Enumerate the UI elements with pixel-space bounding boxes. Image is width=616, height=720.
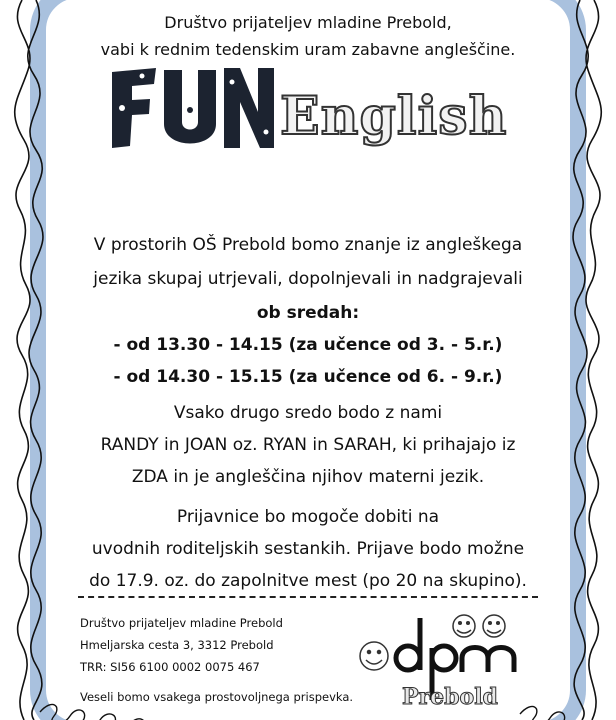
paragraph-1-line-1: V prostorih OŠ Prebold bomo znanje iz angleškega bbox=[93, 235, 523, 255]
paragraph-2-line-3: ZDA in je angleščina njihov materni jezik. bbox=[131, 467, 485, 487]
paragraph-1-line-2: jezika skupaj utrjevali, dopolnjevali in nadgrajevali bbox=[93, 269, 523, 289]
footer-address: Hmeljarska cesta 3, 3312 Prebold bbox=[80, 638, 274, 652]
dpm-prebold-logo bbox=[352, 608, 532, 708]
footer-org: Društvo prijateljev mladine Prebold bbox=[80, 616, 283, 630]
fun-logo bbox=[108, 62, 278, 152]
footer-account: TRR: SI56 6100 0002 0075 467 bbox=[80, 660, 260, 674]
paragraph-2-line-1: Vsako drugo sredo bodo z nami bbox=[173, 403, 443, 423]
header-line-2: vabi k rednim tedenskim uram zabavne angleščine. bbox=[100, 40, 516, 59]
footer-note: Veseli bomo vsakega prostovoljnega prispevka. bbox=[80, 690, 354, 704]
paragraph-3-line-1: Prijavnice bo mogoče dobiti na bbox=[176, 507, 440, 527]
schedule-slot-1: - od 13.30 - 14.15 (za učence od 3. - 5.r.) bbox=[113, 335, 503, 355]
logo-prebold-text: Prebold bbox=[402, 684, 498, 708]
divider bbox=[78, 596, 538, 598]
paragraph-3-line-2: uvodnih roditeljskih sestankih. Prijave bodo možne bbox=[91, 539, 525, 559]
paragraph-3-line-3: do 17.9. oz. do zapolnitve mest (po 20 na skupino). bbox=[89, 571, 527, 591]
schedule-slot-2: - od 14.30 - 15.15 (za učence od 6. - 9.r.) bbox=[113, 367, 503, 387]
paragraph-2-line-2: RANDY in JOAN oz. RYAN in SARAH, ki prihajajo iz bbox=[100, 435, 516, 455]
english-logo-text: English bbox=[280, 86, 508, 147]
header-line-1: Društvo prijateljev mladine Prebold, bbox=[164, 13, 452, 32]
schedule-day: ob sredah: bbox=[256, 303, 360, 323]
